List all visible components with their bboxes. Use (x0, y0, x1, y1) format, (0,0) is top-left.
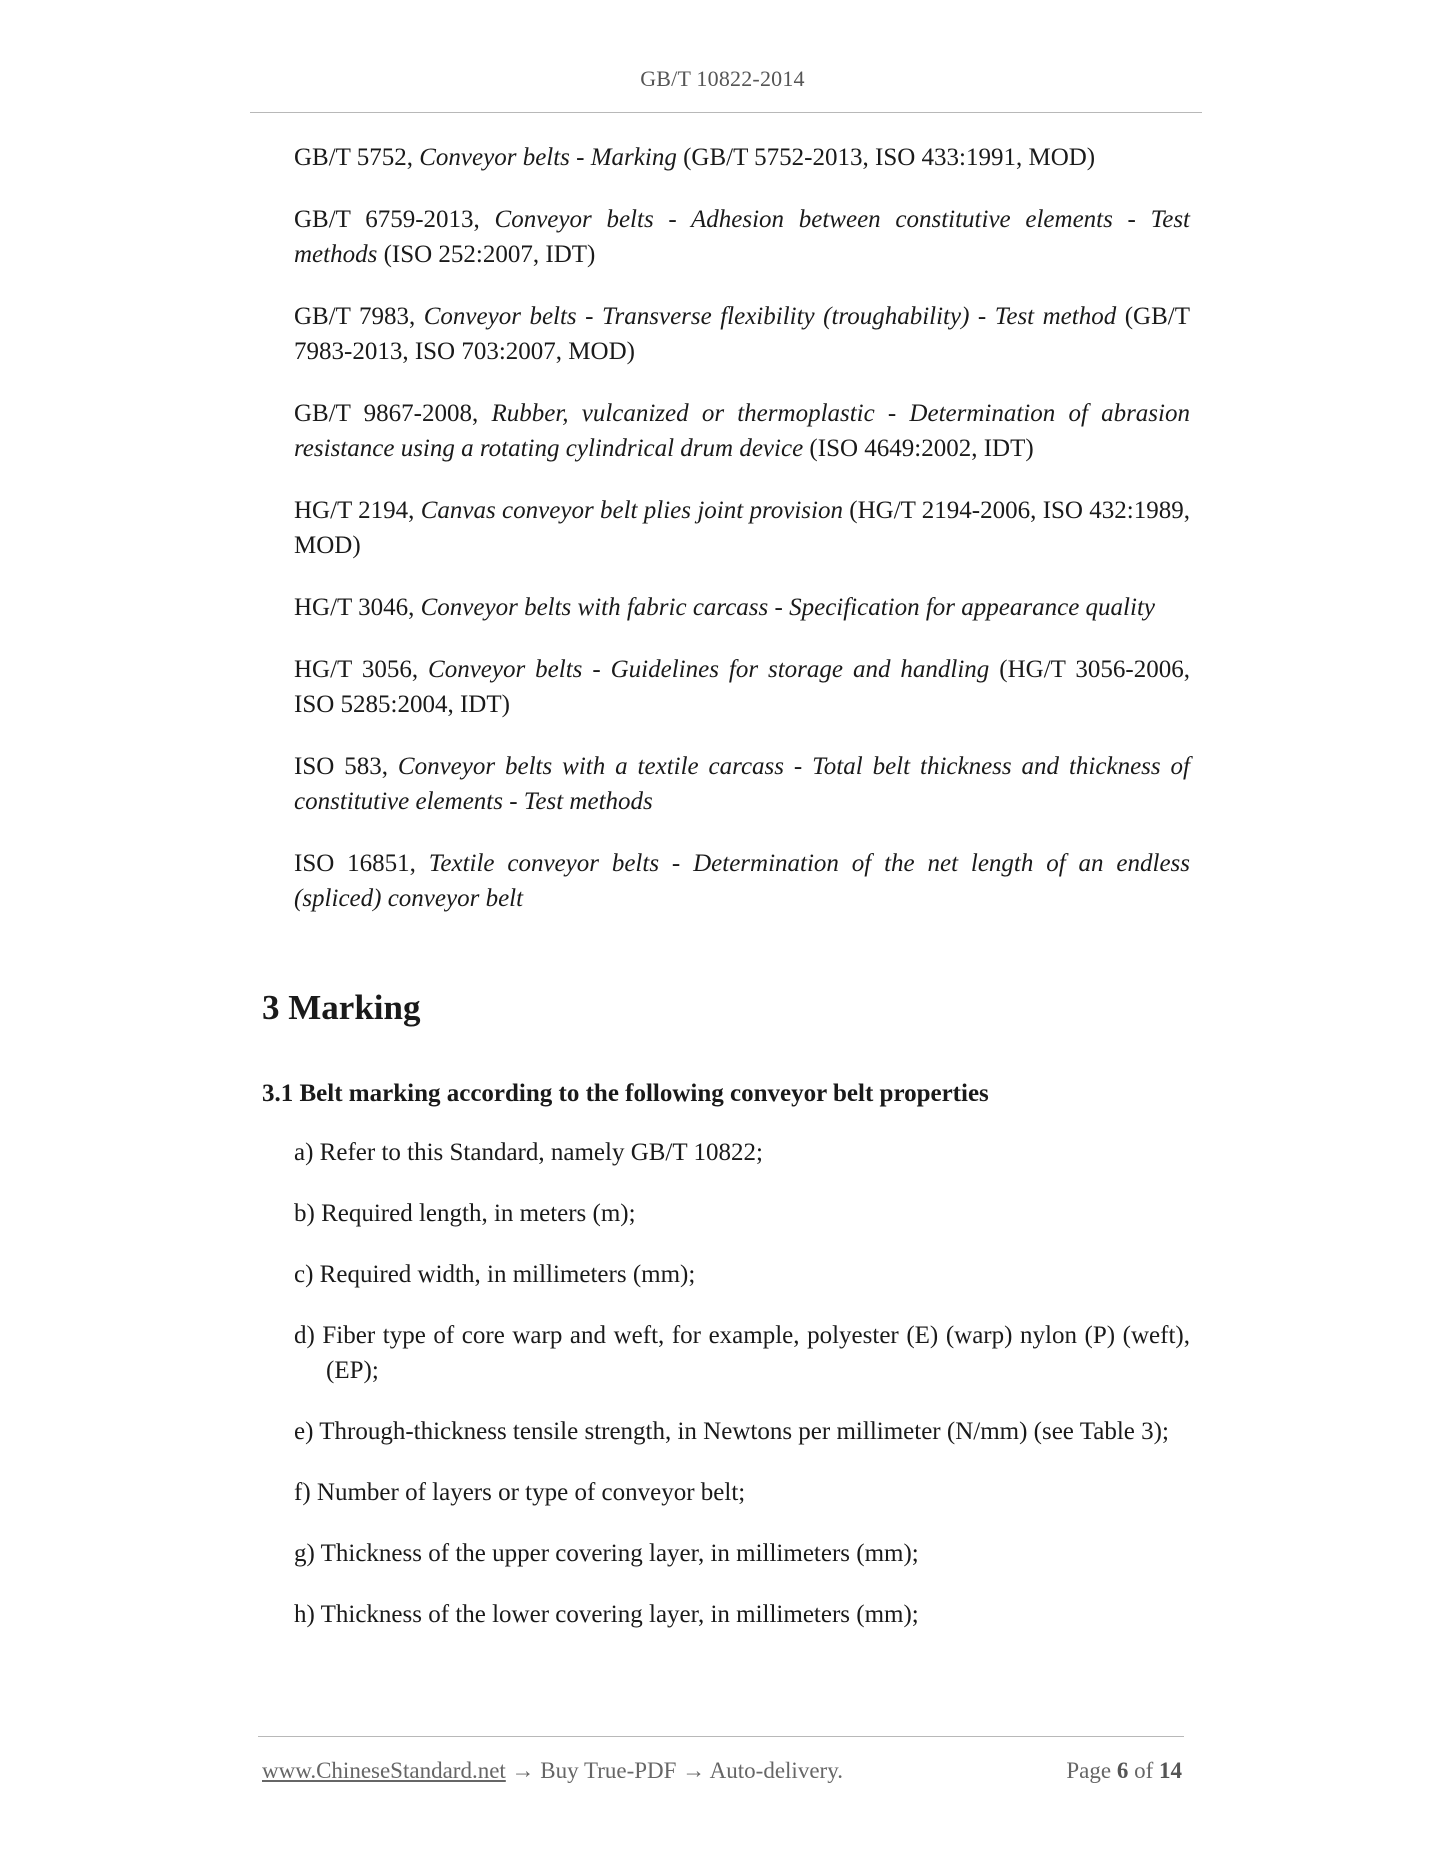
list-item: b) Required length, in meters (m); (294, 1200, 636, 1227)
reference-entry (294, 846, 1190, 916)
reference-title: Textile conveyor belts - Determination of the net length of an endless (spliced) conveyor belt (294, 850, 1190, 912)
subsection-heading: 3.1 Belt marking according to the following conveyor belt properties (262, 1080, 989, 1107)
list-item: c) Required width, in millimeters (mm); (294, 1261, 696, 1288)
reference-code: GB/T 7983, (294, 303, 424, 330)
reference-entry (294, 202, 1190, 272)
reference-tail: (ISO 4649:2002, IDT) (803, 435, 1034, 462)
reference-code: GB/T 5752, (294, 144, 420, 171)
list-item: g) Thickness of the upper covering layer, in millimeters (mm); (294, 1540, 919, 1567)
reference-title: Rubber, vulcanized or thermoplastic - Determination of abrasion resistance using a rotating cylindrical drum device (294, 400, 1190, 462)
reference-tail: (HG/T 2194-2006, ISO 432:1989, MOD) (294, 497, 1190, 559)
site-link[interactable]: www.ChineseStandard.net (262, 1758, 506, 1783)
reference-title: Conveyor belts - Transverse flexibility (troughability) - Test method (423, 303, 1117, 330)
reference-title: Conveyor belts - Guidelines for storage and handling (428, 656, 990, 683)
reference-title: Conveyor belts with a textile carcass - Total belt thickness and thickness of constitutive elements - Test methods (294, 753, 1190, 815)
arrow-icon: → (676, 1758, 710, 1783)
list-item: e) Through-thickness tensile strength, in Newtons per millimeter (N/mm) (see Table 3); (294, 1418, 1169, 1445)
reference-entry (294, 652, 1190, 722)
list-item: h) Thickness of the lower covering layer, in millimeters (mm); (294, 1601, 919, 1628)
reference-entry (294, 749, 1190, 819)
normative-references-list (294, 140, 1190, 943)
page-label: Page (1066, 1758, 1117, 1783)
marking-items-list (294, 1135, 1190, 1658)
reference-entry (294, 590, 1190, 625)
page-indicator (1066, 1756, 1182, 1786)
footer-promo (262, 1756, 843, 1786)
reference-code: GB/T 9867-2008, (294, 400, 492, 427)
header-divider (250, 112, 1202, 113)
reference-code: GB/T 6759-2013, (294, 206, 495, 233)
reference-title: Canvas conveyor belt plies joint provision (420, 497, 843, 524)
reference-code: ISO 583, (294, 753, 398, 780)
reference-code: HG/T 3046, (294, 594, 421, 621)
current-page-number: 6 (1116, 1758, 1129, 1783)
reference-tail: (GB/T 5752-2013, ISO 433:1991, MOD) (676, 144, 1096, 171)
reference-code: HG/T 3056, (294, 656, 429, 683)
reference-entry (294, 493, 1190, 563)
arrow-icon: → (505, 1758, 541, 1783)
list-item: a) Refer to this Standard, namely GB/T 10822; (294, 1139, 763, 1166)
reference-title: Conveyor belts - Adhesion between constitutive elements - Test methods (294, 206, 1190, 268)
reference-title: Conveyor belts with fabric carcass - Specification for appearance quality (420, 594, 1155, 621)
list-item: f) Number of layers or type of conveyor belt; (294, 1479, 746, 1506)
reference-entry (294, 299, 1190, 369)
footer-divider (258, 1736, 1184, 1737)
total-page-number: 14 (1159, 1758, 1182, 1783)
reference-tail: (GB/T 7983-2013, ISO 703:2007, MOD) (294, 303, 1190, 365)
reference-code: ISO 16851, (294, 850, 429, 877)
running-header: GB/T 10822-2014 (640, 66, 805, 91)
reference-title: Conveyor belts - Marking (419, 144, 677, 171)
auto-delivery-text: Auto-delivery. (709, 1758, 843, 1783)
list-item: d) Fiber type of core warp and weft, for example, polyester (E) (warp) nylon (P) (weft), (EP); (294, 1322, 1190, 1384)
reference-code: HG/T 2194, (294, 497, 421, 524)
section-heading: 3 Marking (262, 988, 421, 1027)
reference-entry (294, 396, 1190, 466)
reference-tail: (ISO 252:2007, IDT) (377, 241, 596, 268)
reference-entry (294, 140, 1190, 175)
buy-true-pdf-text: Buy True-PDF (540, 1758, 677, 1783)
reference-tail: (HG/T 3056-2006, ISO 5285:2004, IDT) (294, 656, 1190, 718)
page-of-label: of (1128, 1758, 1159, 1783)
